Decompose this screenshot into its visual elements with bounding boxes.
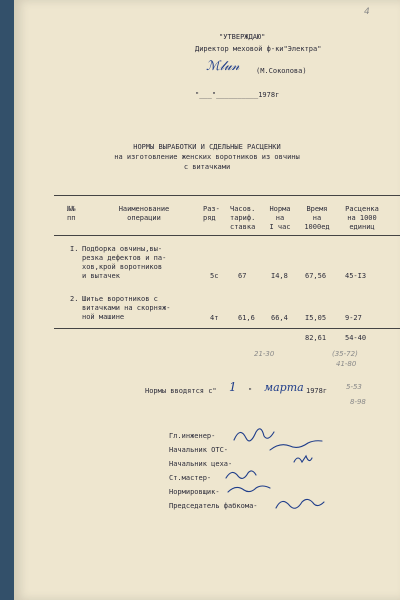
document-page xyxy=(14,0,400,600)
approval-heading: "УТВЕРЖДАЮ" xyxy=(219,33,266,41)
effective-mid: " xyxy=(248,387,253,395)
handwritten-signatures xyxy=(14,0,400,600)
approval-date-line: "___"__________1978г xyxy=(195,91,280,99)
signature-fabkom xyxy=(276,499,324,508)
director-signature: ℳ𝓁𝓊𝓃 xyxy=(206,59,240,74)
row-price: 9-27 xyxy=(345,314,362,322)
row-norm: I4,8 xyxy=(271,272,288,280)
pencil-note: 21-30 xyxy=(254,350,275,358)
signature-label: Нормировщик- xyxy=(169,488,220,496)
row-num: 2. xyxy=(70,295,79,303)
row-operation: Шитье воротников с витачками на скорняж- ной машине xyxy=(82,295,171,321)
signature-label: Начальник цеха- xyxy=(169,460,233,468)
row-rate: 61,6 xyxy=(238,314,255,322)
signature-foreman xyxy=(226,471,256,478)
effective-month: марта xyxy=(264,381,304,394)
row-rate: 67 xyxy=(238,272,247,280)
signature-shop-head xyxy=(294,456,312,462)
row-price: 45-I3 xyxy=(345,272,367,280)
pencil-note: 5-53 xyxy=(346,383,362,391)
header-rate: Часов. тариф. ставка xyxy=(230,205,256,231)
row-grade: 5с xyxy=(210,272,219,280)
row-grade: 4т xyxy=(210,314,219,322)
signature-label: Начальник ОТС- xyxy=(169,446,229,454)
row-norm: 66,4 xyxy=(271,314,288,322)
header-norm: Норма на I час xyxy=(269,205,291,231)
pencil-note: 8-98 xyxy=(350,398,366,406)
archive-binding-edge xyxy=(0,0,14,600)
approval-name: (М.Соколова) xyxy=(256,67,307,75)
signature-label: Председатель фабкома- xyxy=(169,502,258,510)
approval-director: Директор меховой ф-ки"Электра" xyxy=(195,45,322,53)
row-time: 67,56 xyxy=(305,272,327,280)
pencil-note: 41-80 xyxy=(336,360,357,368)
doc-title-line2: на изготовление женских воротников из овчины xyxy=(114,153,300,161)
row-time: I5,05 xyxy=(305,314,327,322)
signature-label: Гл.инженер- xyxy=(169,432,216,440)
header-name: Наименование операции xyxy=(118,205,170,222)
signature-norm-setter xyxy=(228,486,270,492)
total-time: 82,61 xyxy=(305,334,327,342)
header-num: №№ пп xyxy=(67,205,76,222)
header-price: Расценка на 1000 единиц xyxy=(345,205,379,231)
header-time: Время на 1000ед xyxy=(304,205,330,231)
header-grade: Раз- ряд xyxy=(203,205,220,222)
doc-title-line1: НОРМЫ ВЫРАБОТКИ И СДЕЛЬНЫЕ РАСЦЕНКИ xyxy=(133,143,281,151)
effective-day: 1 xyxy=(229,380,237,394)
pencil-note: (35-72) xyxy=(332,350,358,358)
signature-ots xyxy=(270,441,322,450)
row-operation: Подборка овчины,вы- резка дефектов и па- хов,крой воротников и вытачек xyxy=(82,245,167,280)
page-number: 4 xyxy=(364,7,370,17)
row-num: I. xyxy=(70,245,79,253)
signature-chief-engineer xyxy=(234,429,274,441)
effective-prefix: Нормы вводятся с" xyxy=(145,387,217,395)
total-price: 54-40 xyxy=(345,334,367,342)
effective-year: 1978г xyxy=(306,387,328,395)
signature-label: Ст.мастер- xyxy=(169,474,212,482)
doc-title-line3: с витачками xyxy=(183,163,231,171)
